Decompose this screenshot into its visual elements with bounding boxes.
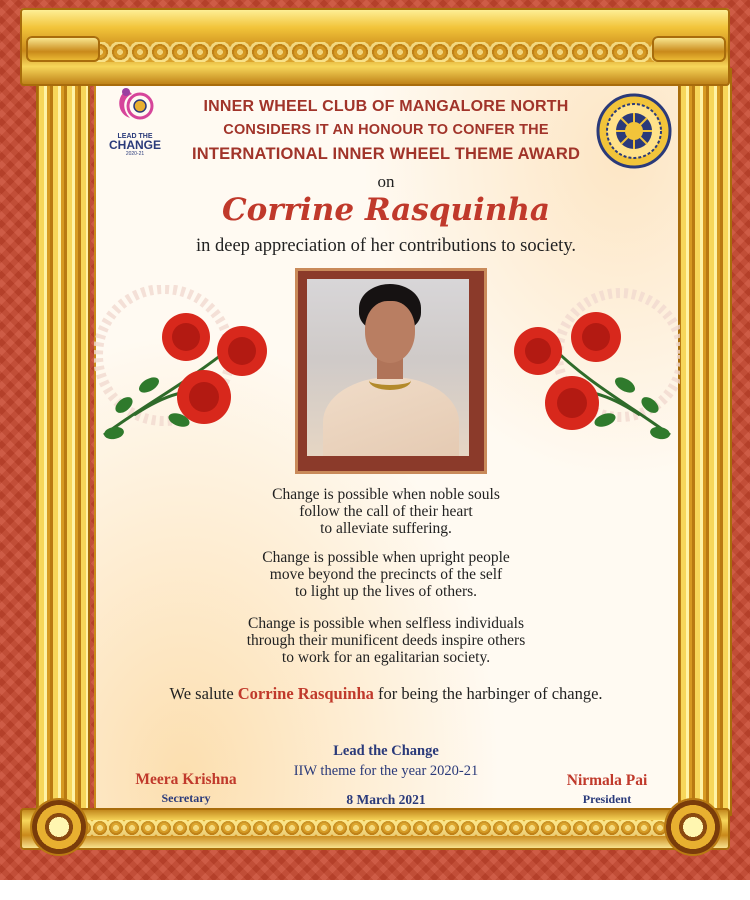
appreciation-text: in deep appreciation of her contributions to society. <box>196 236 576 256</box>
secretary-signature <box>106 771 266 806</box>
verse-1-line-2: follow the call of their heart <box>299 503 473 520</box>
secretary-name: Meera Krishna <box>135 771 237 788</box>
on-text: on <box>377 172 395 191</box>
verse-2-line-2: move beyond the precincts of the self <box>269 566 503 583</box>
bottom-left-jewel-icon <box>32 800 86 854</box>
salute-name: Corrine Rasquinha <box>237 684 374 703</box>
left-roses-icon <box>94 285 274 460</box>
honour-heading: CONSIDERS IT AN HONOUR TO CONFER THE <box>223 122 549 138</box>
verse-3 <box>94 615 678 666</box>
right-pillar-cap <box>652 36 726 62</box>
verse-3-line-3: to work for an egalitarian society. <box>281 649 491 666</box>
salute-after: for being the harbinger of change. <box>378 684 603 703</box>
bottom-right-jewel-icon <box>666 800 720 854</box>
verse-3-line-2: through their munificent deeds inspire others <box>246 632 526 649</box>
recipient-photo <box>307 279 469 456</box>
left-gold-pillar <box>36 68 90 816</box>
award-date: 8 March 2021 <box>346 792 426 807</box>
logo-year-text: 2020-21 <box>125 151 145 157</box>
award-heading: INTERNATIONAL INNER WHEEL THEME AWARD <box>191 145 581 163</box>
logo-change-text: CHANGE <box>108 138 161 152</box>
recipient-name: Corrine Rasquinha <box>221 192 550 228</box>
verse-2 <box>94 549 678 600</box>
verse-1-line-1: Change is possible when noble souls <box>272 486 500 503</box>
president-name: Nirmala Pai <box>566 772 648 789</box>
right-roses-icon <box>510 285 680 460</box>
club-name-heading: INNER WHEEL CLUB OF MANGALORE NORTH <box>203 98 569 115</box>
verse-1 <box>94 486 678 537</box>
bottom-gold-frame <box>20 808 730 850</box>
right-gold-pillar <box>678 68 732 816</box>
theme-title: Lead the Change <box>333 743 439 759</box>
verse-3-line-1: Change is possible when selfless individuals <box>248 615 524 632</box>
verse-2-line-1: Change is possible when upright people <box>262 549 510 566</box>
president-signature <box>527 772 687 807</box>
theme-description: IIW theme for the year 2020-21 <box>293 763 479 779</box>
verse-2-line-3: to light up the lives of others. <box>294 583 478 600</box>
logo-lead-text: LEAD THE <box>117 133 153 140</box>
verse-1-line-3: to alleviate suffering. <box>320 520 452 537</box>
salute-before: We salute <box>169 684 234 703</box>
secretary-role: Secretary <box>161 791 211 805</box>
president-role: President <box>582 792 632 806</box>
salute-line <box>94 684 678 704</box>
top-gold-frame <box>20 8 730 86</box>
left-pillar-cap <box>26 36 100 62</box>
